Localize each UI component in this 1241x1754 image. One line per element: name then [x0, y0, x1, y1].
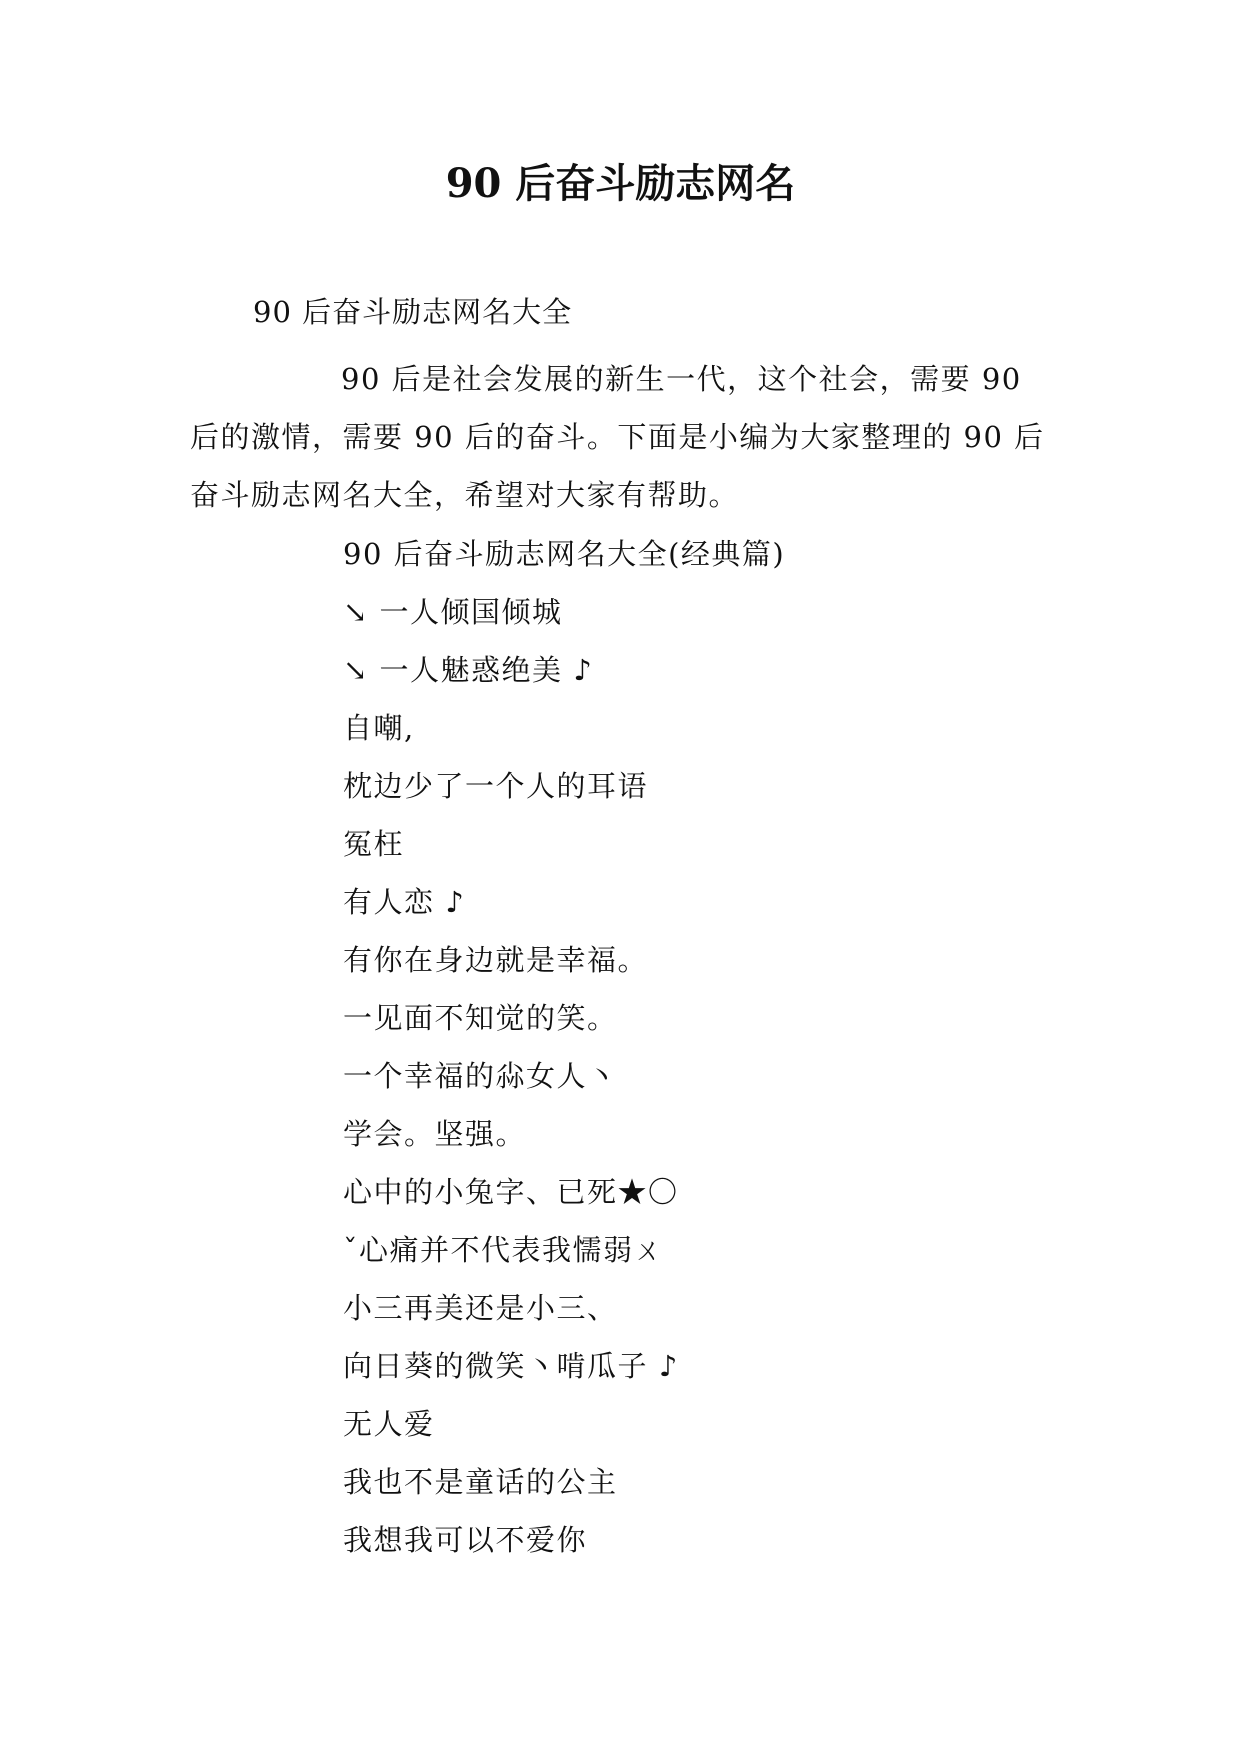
list-item: ↘ 一人魅惑绝美 ♪ [343, 653, 594, 687]
list-item: 枕边少了一个人的耳语 [343, 769, 649, 803]
list-item: 我也不是童话的公主 [343, 1465, 618, 1499]
list-item: 有人恋 ♪ [343, 885, 466, 919]
list-item: 90 后奋斗励志网名大全(经典篇) [343, 537, 786, 571]
list-item: ↘ 一人倾国倾城 [343, 595, 563, 629]
intro-paragraph: 90 后是社会发展的新生一代，这个社会，需要 90 后的激情，需要 90 后的奋斗。下面是小编为大家整理的 90 后奋斗励志网名大全，希望对大家有帮助。 [190, 362, 1045, 512]
list-item: 无人爱 [343, 1407, 435, 1441]
list-item: 学会。坚强。 [343, 1117, 527, 1151]
nickname-list [343, 525, 785, 1569]
list-item: ˇ心痛并不代表我懦弱ㄨ [343, 1233, 665, 1267]
list-item: 一见面不知觉的笑。 [343, 1001, 618, 1035]
list-item: 小三再美还是小三、 [343, 1291, 618, 1325]
list-item: 自嘲, [343, 711, 415, 745]
list-item: 心中的小兔字、已死★〇 [343, 1175, 679, 1209]
document-title: 90 后奋斗励志网名 [445, 160, 796, 207]
list-item: 冤枉 [343, 827, 405, 861]
section-subheading: 90 后奋斗励志网名大全 [253, 295, 573, 329]
list-item: 向日葵的微笑丶啃瓜子 ♪ [343, 1349, 679, 1383]
list-item: 有你在身边就是幸福。 [343, 943, 649, 977]
list-item: 我想我可以不爱你 [343, 1523, 588, 1557]
list-item: 一个幸福的尛女人丶 [343, 1059, 618, 1093]
